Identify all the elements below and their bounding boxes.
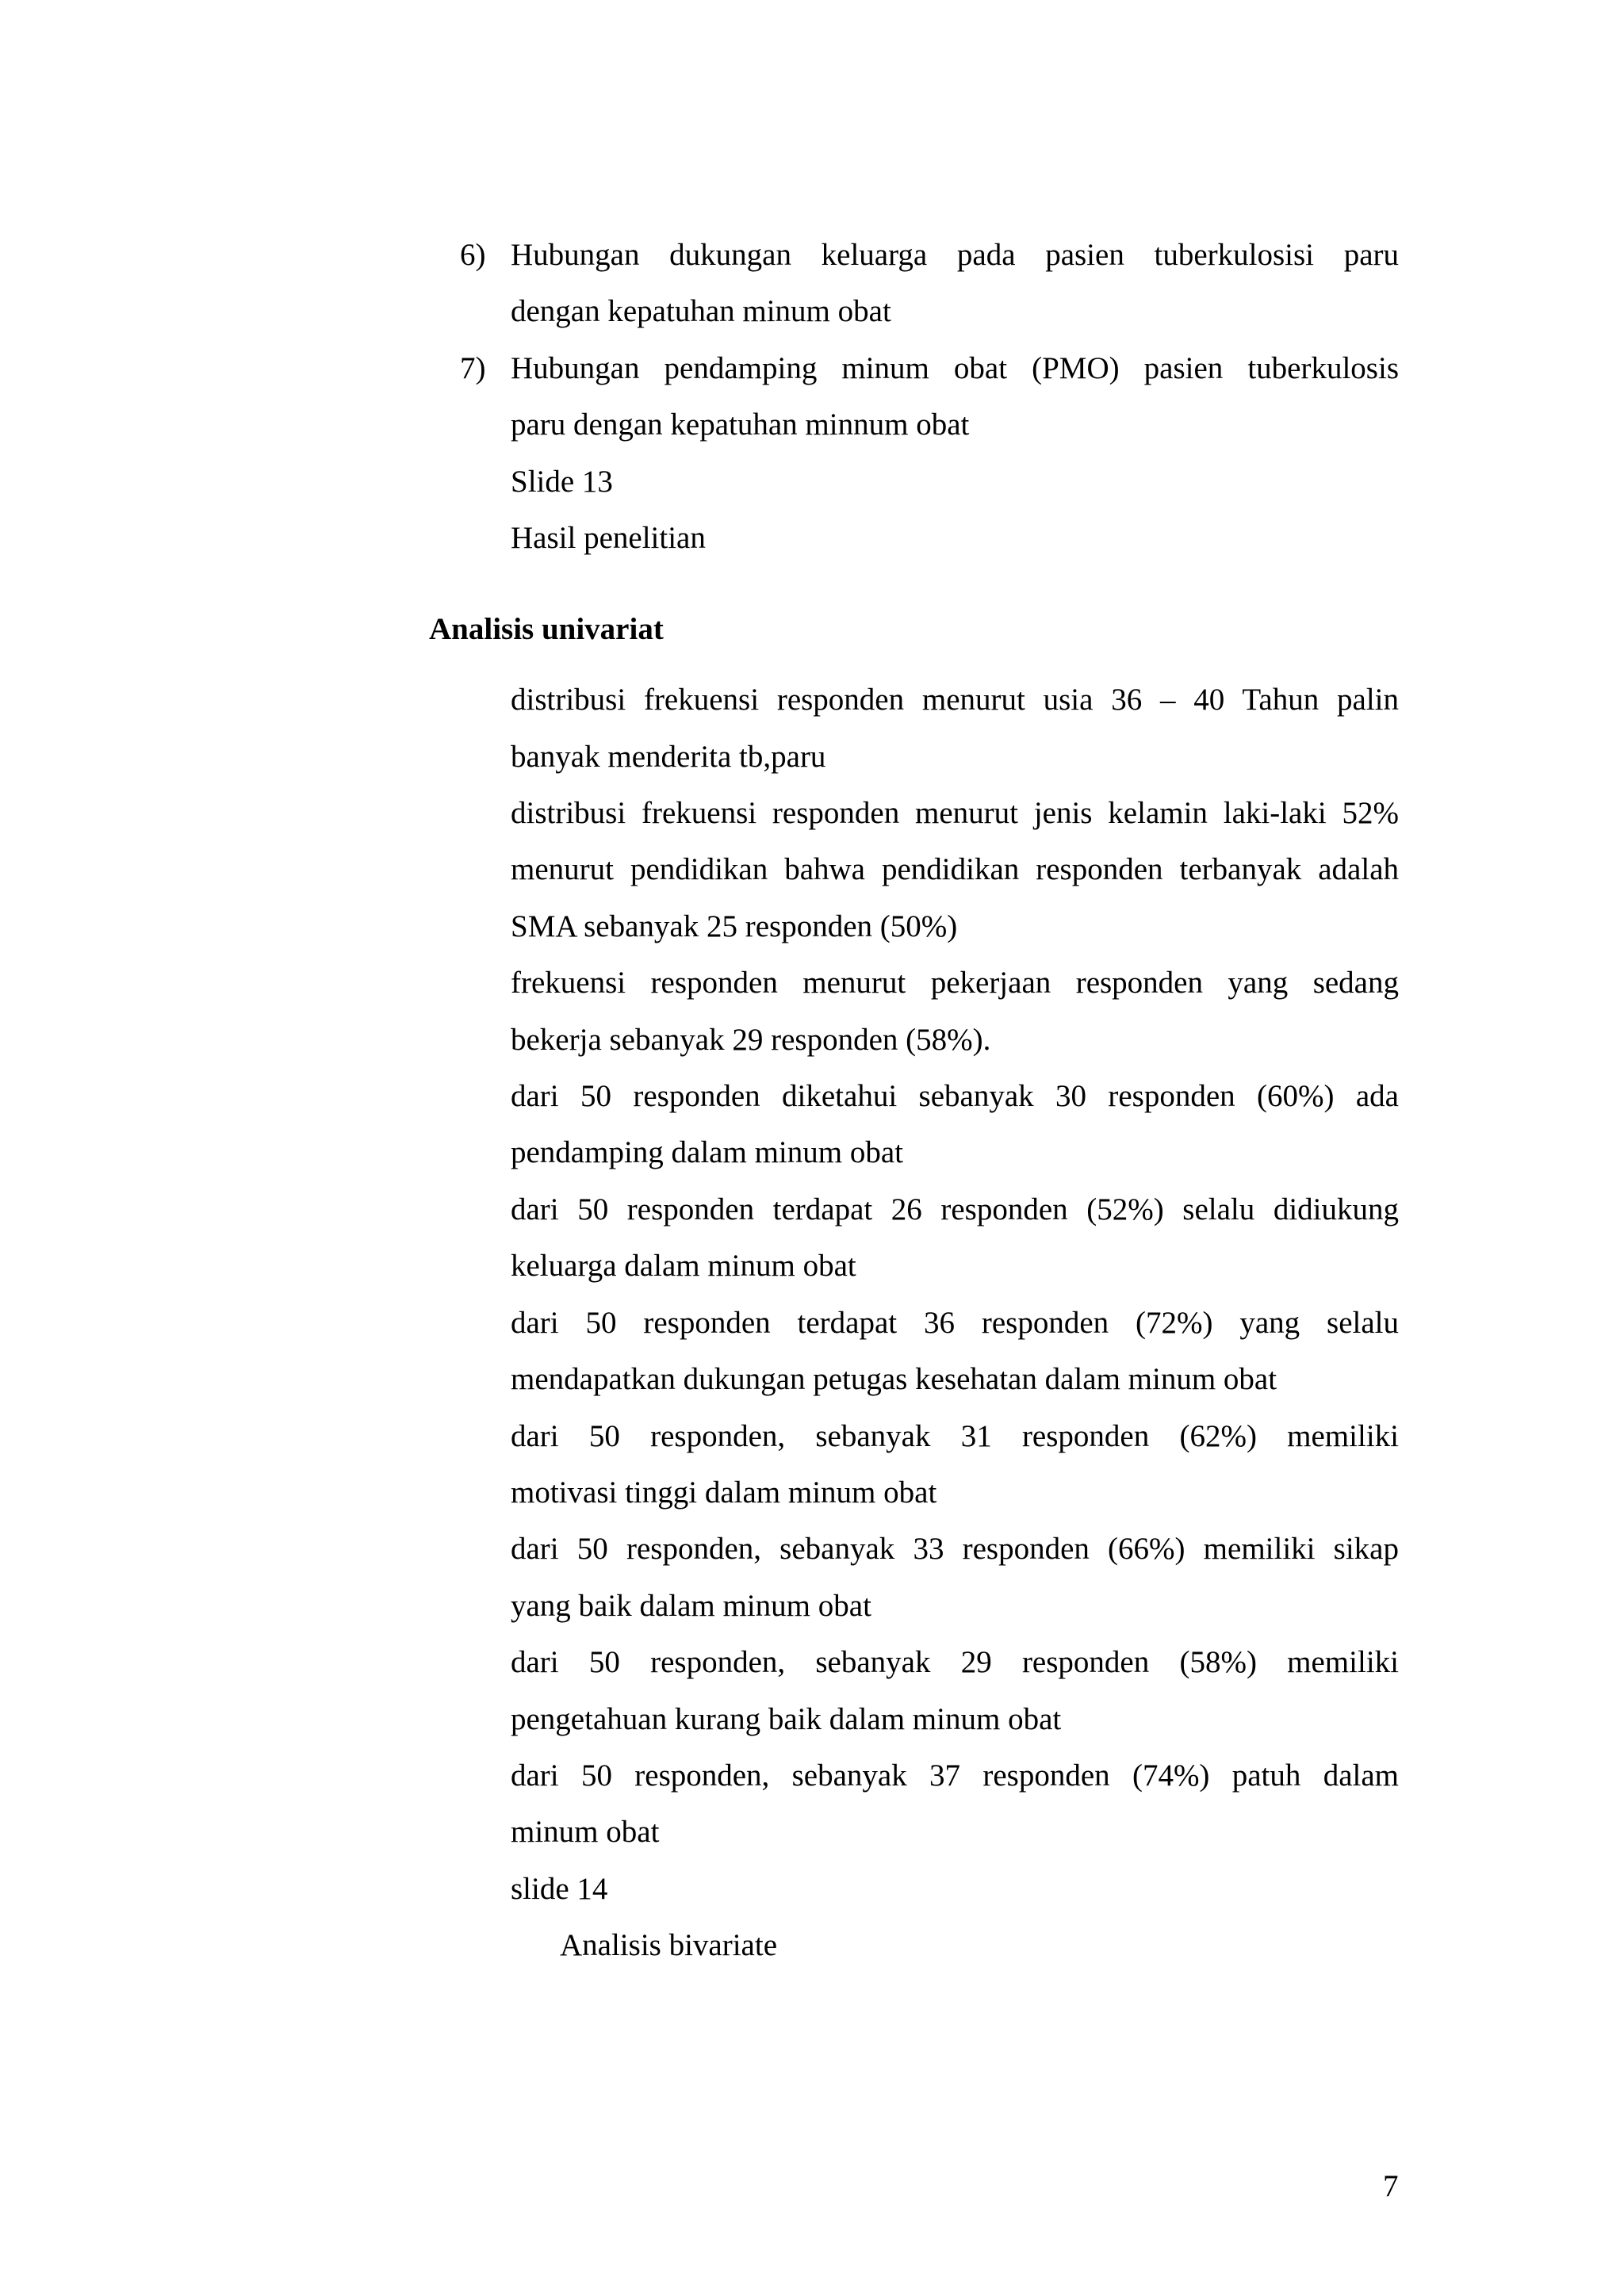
paragraph-line: dari 50 responden diketahui sebanyak 30 responden (60%) ada xyxy=(511,1079,1399,1113)
paragraph-line: distribusi frekuensi responden menurut jenis kelamin laki-laki 52% xyxy=(511,796,1399,830)
paragraph-line: menurut pendidikan bahwa pendidikan responden terbanyak adalah xyxy=(511,852,1399,886)
list-item-6-line-1: Hubungan dukungan keluarga pada pasien tuberkulosisi paru xyxy=(511,238,1399,272)
paragraph-line: bekerja sebanyak 29 responden (58%). xyxy=(511,1023,991,1057)
paragraph-line: dari 50 responden terdapat 36 responden (72%) yang selalu xyxy=(511,1306,1399,1340)
paragraph-line: dari 50 responden, sebanyak 37 responden (74%) patuh dalam xyxy=(511,1758,1399,1793)
paragraph-line: motivasi tinggi dalam minum obat xyxy=(511,1475,937,1510)
list-item-6-line-2: dengan kepatuhan minum obat xyxy=(511,294,891,328)
section-heading-analisis-univariat: Analisis univariat xyxy=(429,612,664,646)
paragraph-line: minum obat xyxy=(511,1815,660,1849)
list-item-7-line-2: paru dengan kepatuhan minnum obat xyxy=(511,408,970,442)
paragraph-line: dari 50 responden, sebanyak 31 responden (62%) memiliki xyxy=(511,1419,1399,1453)
paragraph-line: SMA sebanyak 25 responden (50%) xyxy=(511,909,958,943)
slide-14-label: slide 14 xyxy=(511,1872,608,1906)
paragraph-line: mendapatkan dukungan petugas kesehatan dalam minum obat xyxy=(511,1362,1277,1396)
paragraph-line: yang baik dalam minum obat xyxy=(511,1589,871,1623)
hasil-penelitian-label: Hasil penelitian xyxy=(511,521,706,555)
page-number: 7 xyxy=(1383,2169,1399,2203)
paragraph-line: keluarga dalam minum obat xyxy=(511,1249,856,1283)
paragraph-line: dari 50 responden, sebanyak 29 responden (58%) memiliki xyxy=(511,1645,1399,1679)
list-item-7-line-1: Hubungan pendamping minum obat (PMO) pasien tuberkulosis xyxy=(511,351,1399,385)
paragraph-line: distribusi frekuensi responden menurut usia 36 – 40 Tahun palin xyxy=(511,683,1399,717)
paragraph-line: pendamping dalam minum obat xyxy=(511,1135,903,1169)
slide-13-label: Slide 13 xyxy=(511,465,613,499)
paragraph-line: dari 50 responden, sebanyak 33 responden (66%) memiliki sikap xyxy=(511,1532,1399,1566)
paragraph-line: dari 50 responden terdapat 26 responden (52%) selalu didiukung xyxy=(511,1192,1399,1226)
paragraph-line: pengetahuan kurang baik dalam minum obat xyxy=(511,1702,1062,1736)
analisis-bivariate-label: Analisis bivariate xyxy=(560,1928,778,1962)
paragraph-line: frekuensi responden menurut pekerjaan responden yang sedang xyxy=(511,966,1399,1000)
list-number-7: 7) xyxy=(460,351,486,385)
paragraph-line: banyak menderita tb,paru xyxy=(511,740,826,774)
list-number-6: 6) xyxy=(460,238,486,272)
